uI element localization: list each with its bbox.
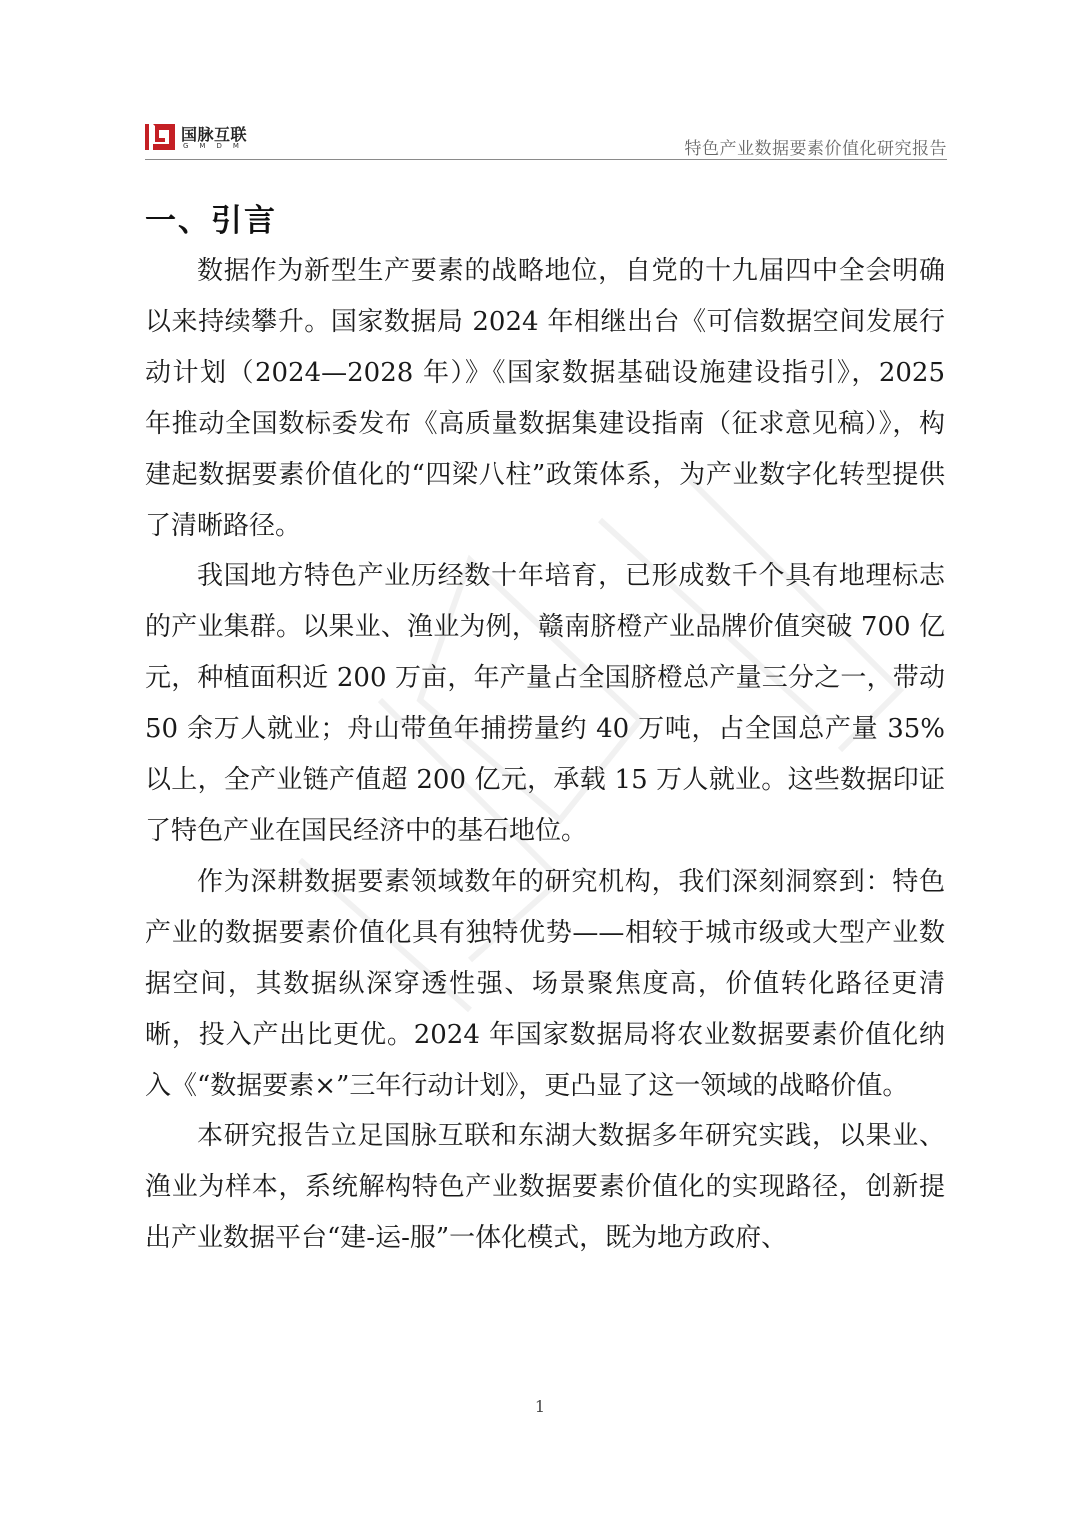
body-text xyxy=(145,246,945,1264)
paragraph: 作为深耕数据要素领域数年的研究机构，我们深刻洞察到：特色产业的数据要素价值化具有独特优势——相较于城市级或大型产业数据空间，其数据纵深穿透性强、场景聚焦度高，价值转化路径更清晰，投入产出比更优。2024 年国家数据局将农业数据要素价值化纳入《“数据要素×”三年行动计划》，更凸显了这一领域的战略价值。 xyxy=(145,866,945,1101)
page-number: 1 xyxy=(534,1397,546,1416)
section-heading: 一、引言 xyxy=(145,203,277,239)
header-divider xyxy=(145,159,947,160)
paragraph: 我国地方特色产业历经数十年培育，已形成数千个具有地理标志的产业集群。以果业、渔业为例，赣南脐橙产业品牌价值突破 700 亿元，种植面积近 200 万亩，年产量占全国脐橙总产量三分之一，带动 50 余万人就业；舟山带鱼年捕捞量约 40 万吨，占全国总产量 35%以上，全产业链产值超 200 亿元，承载 15 万人就业。这些数据印证了特色产业在国民经济中的基石地位。 xyxy=(145,561,945,846)
report-title: 特色产业数据要素价值化研究报告 xyxy=(684,139,947,159)
paragraph: 数据作为新型生产要素的战略地位，自党的十九届四中全会明确以来持续攀升。国家数据局 2024 年相继出台《可信数据空间发展行动计划（2024—2028 年）》《国家数据基础设施建设指引》，2025 年推动全国数标委发布《高质量数据集建设指南（征求意见稿）》，构建起数据要素价值化的“四梁八柱”政策体系，为产业数字化转型提供了清晰路径。 xyxy=(145,256,945,541)
page-header xyxy=(145,122,947,160)
logo-text: 国脉互联 xyxy=(181,125,248,144)
paragraph: 本研究报告立足国脉互联和东湖大数据多年研究实践，以果业、渔业为样本，系统解构特色产业数据要素价值化的实现路径，创新提出产业数据平台“建-运-服”一体化模式，既为地方政府、 xyxy=(145,1121,945,1254)
logo-icon xyxy=(145,124,175,150)
logo-subtext: GMDM xyxy=(183,142,250,150)
